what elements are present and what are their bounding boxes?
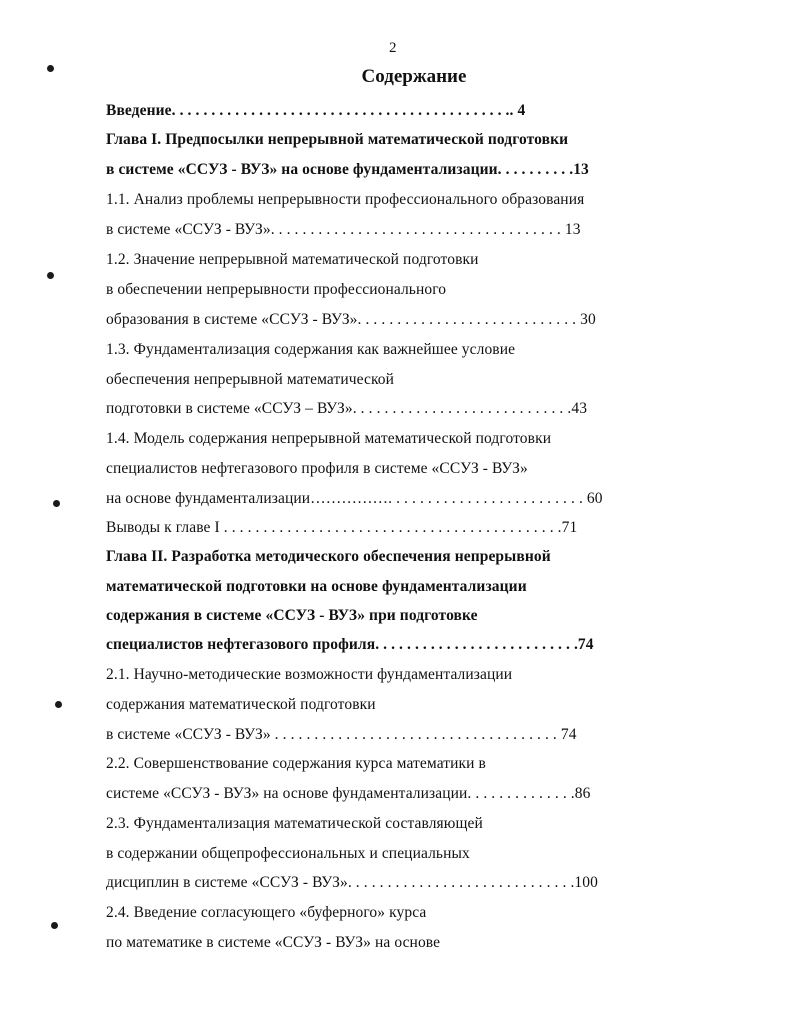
toc-section-1-4-cont: на основе фундаментализации……………. . . . . . . . . . . . . . . . . . . . . . . . . 60 xyxy=(106,490,603,507)
binder-hole-mark xyxy=(53,500,60,507)
toc-section-2-3-cont: дисциплин в системе «ССУЗ - ВУЗ». . . . . . . . . . . . . . . . . . . . . . . . . . . . .100 xyxy=(106,874,598,891)
binder-hole-mark xyxy=(47,65,54,72)
toc-section-1-4-cont: специалистов нефтегазового профиля в системе «ССУЗ - ВУЗ» xyxy=(106,460,528,477)
toc-chapter-1-heading-cont: в системе «ССУЗ - ВУЗ» на основе фундаментализации. . . . . . . . . .13 xyxy=(106,161,589,178)
toc-section-2-4-cont: по математике в системе «ССУЗ - ВУЗ» на основе xyxy=(106,934,441,951)
toc-section-1-3: 1.3. Фундаментализация содержания как важнейшее условие xyxy=(106,341,516,358)
toc-section-1-3-cont: подготовки в системе «ССУЗ – ВУЗ». . . . . . . . . . . . . . . . . . . . . . . . . . . .43 xyxy=(106,400,588,417)
toc-line-introduction: Введение. . . . . . . . . . . . . . . . . . . . . . . . . . . . . . . . . . . . . . . . . . .. 4 xyxy=(106,102,526,119)
toc-section-2-2-cont: системе «ССУЗ - ВУЗ» на основе фундаментализации. . . . . . . . . . . . . .86 xyxy=(106,785,591,802)
toc-section-2-2: 2.2. Совершенствование содержания курса математики в xyxy=(106,755,486,772)
binder-hole-mark xyxy=(51,922,58,929)
toc-section-2-3: 2.3. Фундаментализация математической составляющей xyxy=(106,815,483,832)
toc-section-1-1-cont: в системе «ССУЗ - ВУЗ». . . . . . . . . . . . . . . . . . . . . . . . . . . . . . . . . . . . . 13 xyxy=(106,221,581,238)
toc-section-2-1-cont: в системе «ССУЗ - ВУЗ» . . . . . . . . . . . . . . . . . . . . . . . . . . . . . . . . . . . . 74 xyxy=(106,726,577,743)
page-title: Содержание xyxy=(361,66,467,87)
toc-section-1-2: 1.2. Значение непрерывной математической подготовки xyxy=(106,251,479,268)
toc-section-1-3-cont: обеспечения непрерывной математической xyxy=(106,371,395,388)
toc-section-2-4: 2.4. Введение согласующего «буферного» курса xyxy=(106,904,427,921)
toc-section-1-2-cont: образования в системе «ССУЗ - ВУЗ». . . . . . . . . . . . . . . . . . . . . . . . . . . . 30 xyxy=(106,311,596,328)
toc-section-2-3-cont: в содержании общепрофессиональных и специальных xyxy=(106,845,470,862)
toc-section-2-1-cont: содержания математической подготовки xyxy=(106,696,376,713)
toc-chapter-2-heading: Глава II. Разработка методического обеспечения непрерывной xyxy=(106,548,551,565)
page-number: 2 xyxy=(389,40,397,56)
toc-chapter-2-heading-cont: математической подготовки на основе фундаментализации xyxy=(106,578,527,595)
toc-conclusions-chapter-1: Выводы к главе I . . . . . . . . . . . . . . . . . . . . . . . . . . . . . . . . . . . . . . . . . . .71 xyxy=(106,519,578,536)
toc-chapter-2-heading-cont: специалистов нефтегазового профиля. . . . . . . . . . . . . . . . . . . . . . . . . .74 xyxy=(106,636,594,653)
toc-section-1-4: 1.4. Модель содержания непрерывной математической подготовки xyxy=(106,430,552,447)
toc-chapter-2-heading-cont: содержания в системе «ССУЗ - ВУЗ» при подготовке xyxy=(106,607,478,624)
toc-chapter-1-heading: Глава I. Предпосылки непрерывной математической подготовки xyxy=(106,131,569,148)
binder-hole-mark xyxy=(55,701,62,708)
toc-section-2-1: 2.1. Научно-методические возможности фундаментализации xyxy=(106,666,513,683)
toc-section-1-1: 1.1. Анализ проблемы непрерывности профессионального образования xyxy=(106,191,585,208)
toc-section-1-2-cont: в обеспечении непрерывности профессионального xyxy=(106,281,447,298)
binder-hole-mark xyxy=(47,272,54,279)
